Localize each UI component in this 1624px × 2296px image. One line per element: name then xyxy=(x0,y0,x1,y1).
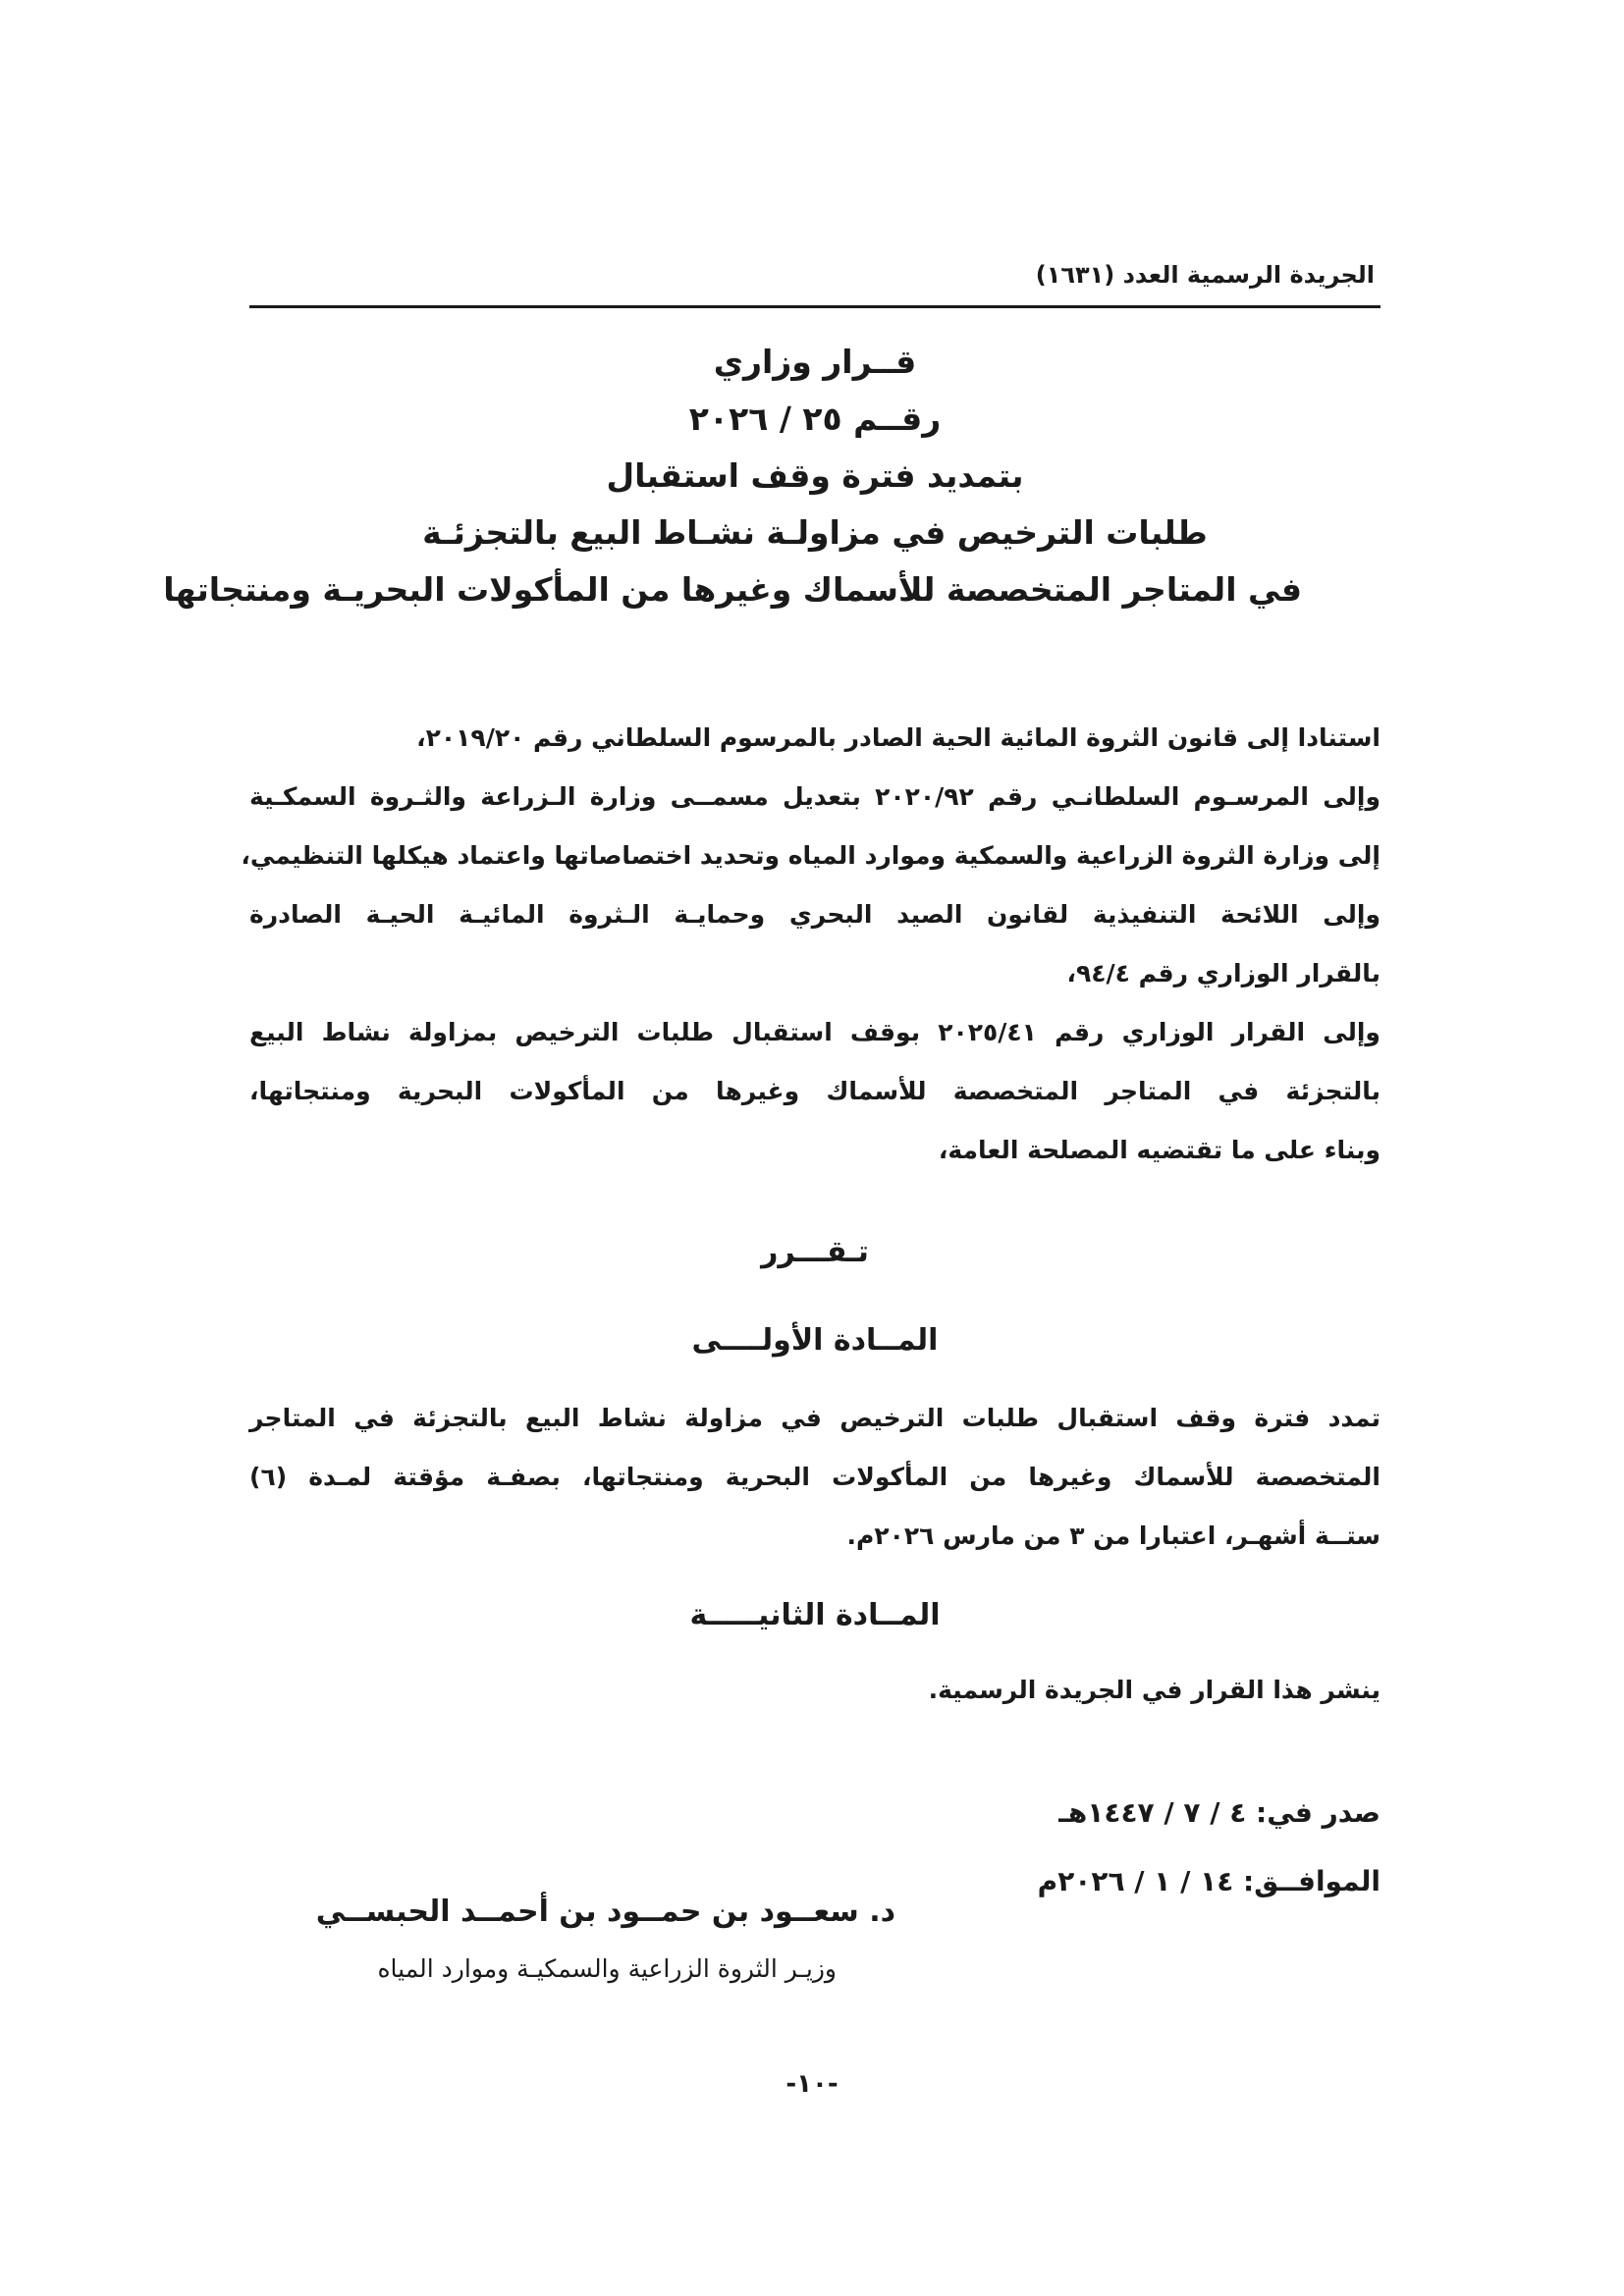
preamble-line: بالتجزئة في المتاجر المتخصصة للأسماك وغيرها من المأكولات البحرية ومنتجاتها، xyxy=(249,1077,1380,1105)
preamble-line: وإلى اللائحة التنفيذية لقانون الصيد البحري وحمايـة الـثروة المائيـة الحيـة الصادرة xyxy=(249,900,1380,929)
header-rule xyxy=(249,305,1380,308)
preamble xyxy=(241,709,1380,1180)
preamble-line: وإلى المرسـوم السلطانـي رقم ٢٠٢٠/٩٢ بتعديل مسمــى وزارة الـزراعة والثـروة السمكـية xyxy=(249,782,1380,811)
article-2-heading: المــادة الثانيـــــة xyxy=(689,1598,941,1632)
page-number: -١٠- xyxy=(785,2069,839,2099)
title-line-2: رقــم ٢٥ / ٢٠٢٦ xyxy=(688,400,942,438)
running-header: الجريدة الرسمية العدد (١٦٣١) xyxy=(1035,261,1375,289)
gregorian-date: الموافــق: ١٤ / ١ / ٢٠٢٦م xyxy=(1037,1865,1380,1897)
article-2-body xyxy=(249,1661,1380,1720)
article-2-line: ينشر هذا القرار في الجريدة الرسمية. xyxy=(928,1676,1380,1704)
signature-block xyxy=(247,1883,895,1997)
article-1-line: ستــة أشهـر، اعتبارا من ٣ من مارس ٢٠٢٦م. xyxy=(846,1522,1380,1550)
title-line-4: طلبات الترخيص في مزاولـة نشـاط البيع بالتجزئـة xyxy=(422,513,1208,552)
hijri-date: صدر في: ٤ / ٧ / ١٤٤٧هـ xyxy=(1058,1796,1380,1829)
title-line-3: بتمديد فترة وقف استقبال xyxy=(606,456,1024,495)
signatory-title: وزيـر الثروة الزراعية والسمكيـة وموارد المياه xyxy=(377,1954,837,1983)
title-line-5: في المتاجر المتخصصة للأسماك وغيرها من المأكولات البحريـة ومنتجاتها xyxy=(163,570,1302,609)
preamble-line: إلى وزارة الثروة الزراعية والسمكية وموارد المياه وتحديد اختصاصاتها واعتماد هيكلها التنظيمي، xyxy=(241,841,1380,870)
preamble-line: وبناء على ما تقتضيه المصلحة العامة، xyxy=(938,1136,1380,1164)
decree-title xyxy=(163,334,1380,618)
preamble-line: وإلى القرار الوزاري رقم ٢٠٢٥/٤١ بوقف استقبال طلبات الترخيص بمزاولة نشاط البيع xyxy=(249,1018,1380,1046)
article-1-heading: المــادة الأولــــى xyxy=(691,1323,939,1358)
article-1-body xyxy=(249,1389,1380,1566)
article-1-line: تمدد فترة وقف استقبال طلبات الترخيص في مزاولة نشاط البيع بالتجزئة في المتاجر xyxy=(249,1404,1380,1432)
article-1-line: المتخصصة للأسماك وغيرها من المأكولات البحرية ومنتجاتها، بصفـة مؤقتة لمـدة (٦) xyxy=(249,1463,1380,1491)
preamble-line: بالقرار الوزاري رقم ٩٤/٤، xyxy=(1066,959,1380,988)
preamble-line: استنادا إلى قانون الثروة المائية الحية الصادر بالمرسوم السلطاني رقم ٢٠١٩/٢٠، xyxy=(416,723,1380,752)
title-line-1: قــرار وزاري xyxy=(713,343,917,381)
decision-heading: تـقـــرر xyxy=(761,1235,869,1269)
signatory-name: د. سعــود بن حمــود بن أحمــد الحبســي xyxy=(315,1895,895,1929)
